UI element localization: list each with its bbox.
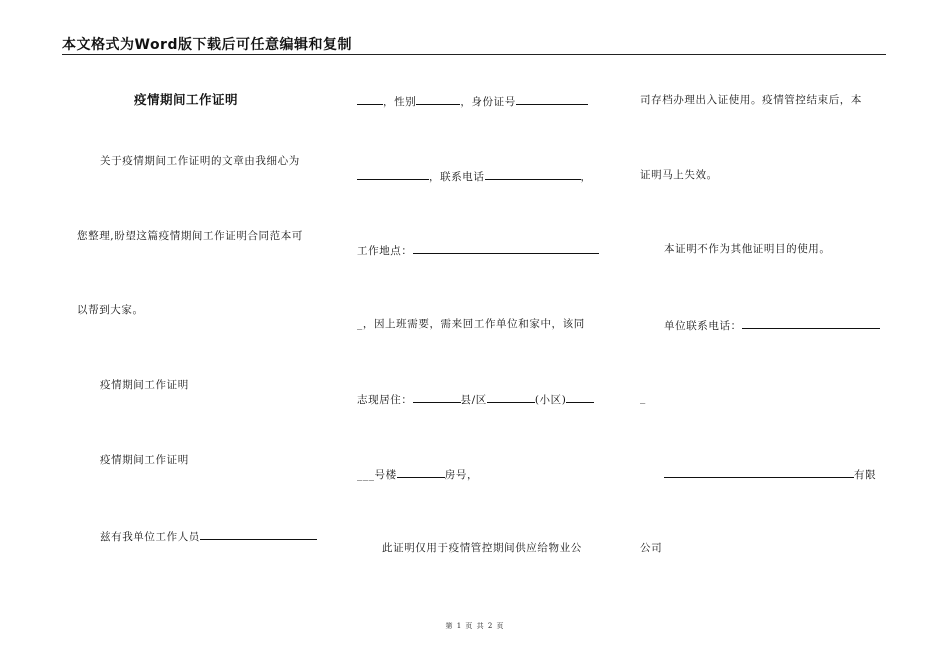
- intro-line-1: 关于疫情期间工作证明的文章由我细心为: [100, 155, 300, 167]
- col2-line-3: [357, 242, 599, 258]
- intro-line-3: 以帮到大家。: [77, 304, 144, 316]
- section-heading-2: 疫情期间工作证明: [100, 454, 189, 466]
- name-blank: [357, 93, 383, 105]
- column-2: [357, 60, 607, 620]
- company-phone-label: 单位联系电话：: [664, 320, 742, 332]
- building-label: ___号楼: [357, 469, 397, 481]
- work-place-label: 工作地点：: [357, 245, 413, 257]
- phone-comma: ，: [580, 171, 592, 183]
- gender-label: ，性别: [383, 96, 417, 108]
- column-1: [76, 60, 326, 620]
- employee-name-blank: [200, 528, 317, 540]
- work-place-blank: [413, 242, 599, 254]
- community-blank: [487, 391, 535, 403]
- intro-line-2: 您整理,盼望这篇疫情期间工作证明合同范本可: [77, 230, 303, 242]
- id-number-label: ，身份证号: [460, 96, 516, 108]
- col3-line-6: [664, 466, 876, 482]
- room-label: 房号，: [444, 469, 479, 481]
- body-start-text: 兹有我单位工作人员: [100, 531, 200, 543]
- body-line-start: [100, 528, 317, 544]
- community-label: (小区): [534, 394, 567, 406]
- col2-line-6: [357, 466, 478, 482]
- header-text: 本文格式为Word版下载后可任意编辑和复制: [62, 37, 352, 53]
- col2-line-5: [357, 391, 594, 407]
- phone-blank: [485, 168, 581, 180]
- gender-blank: [416, 93, 460, 105]
- company-name-blank: [664, 466, 854, 478]
- col3-line-4: [664, 317, 880, 333]
- col3-line-2: 证明马上失效。: [640, 169, 718, 181]
- section-heading-1: 疫情期间工作证明: [100, 379, 189, 391]
- id-number-blank: [516, 93, 588, 105]
- room-blank: [397, 466, 445, 478]
- county-label: 县/区: [460, 394, 487, 406]
- col2-line-7: 此证明仅用于疫情管控期间供应给物业公: [382, 542, 582, 554]
- document-title: 疫情期间工作证明: [134, 92, 239, 107]
- county-blank: [413, 391, 461, 403]
- col2-line-4: _，因上班需要，需来回工作单位和家中，该同: [357, 318, 585, 330]
- company-suffix-label: 有限: [854, 469, 877, 481]
- page-number: 第 1 页 共 2 页: [445, 622, 505, 630]
- id-number-blank-cont: [357, 168, 429, 180]
- col2-line-2: [357, 168, 592, 184]
- company-phone-blank: [742, 317, 880, 329]
- col3-line-5: _: [640, 392, 646, 404]
- col3-line-3: 本证明不作为其他证明目的使用。: [664, 243, 831, 255]
- community-trailing-blank: [566, 391, 594, 403]
- document-header: [62, 32, 886, 55]
- col3-line-1: 司存档办理出入证使用。疫情管控结束后，本: [640, 94, 862, 106]
- column-3: [640, 60, 890, 620]
- phone-label: ，联系电话: [429, 171, 485, 183]
- col3-line-7: 公司: [640, 542, 663, 554]
- col2-line-1: [357, 93, 588, 109]
- residence-label: 志现居住：: [357, 394, 413, 406]
